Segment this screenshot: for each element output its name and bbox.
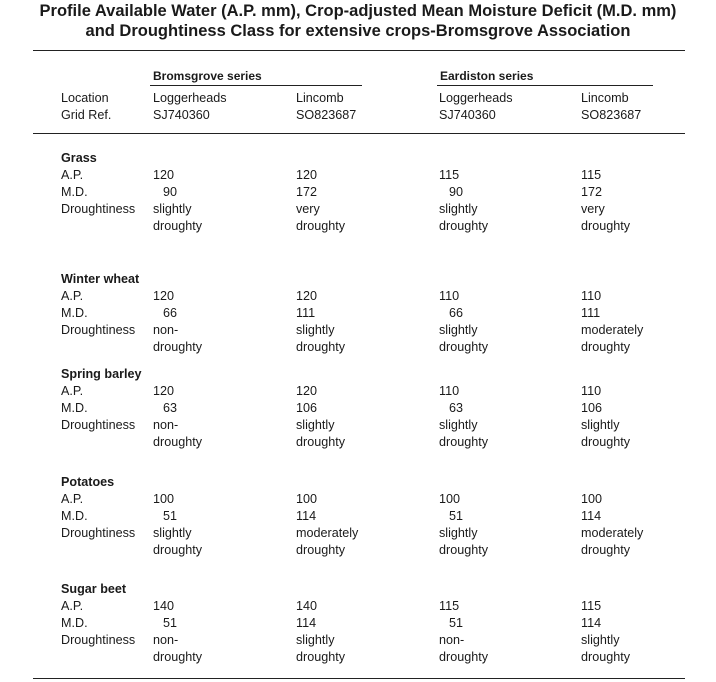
- ap-value: 115: [439, 168, 460, 182]
- droughtiness-label: Droughtiness: [61, 202, 136, 216]
- series-heading-bromsgrove: Bromsgrove series: [153, 69, 262, 83]
- md-value: 106: [296, 401, 318, 415]
- md-value: 114: [296, 616, 317, 630]
- droughtiness-value-line-2: droughty: [439, 650, 489, 664]
- droughtiness-value: slightly: [296, 323, 335, 337]
- droughtiness-value: non-: [153, 633, 179, 647]
- md-value: 114: [296, 509, 317, 523]
- ap-value: 110: [439, 384, 460, 398]
- ap-label: A.P.: [61, 599, 84, 613]
- droughtiness-value-line-2: droughty: [296, 340, 346, 354]
- droughtiness-value: moderately: [296, 526, 359, 540]
- droughtiness-value: non-: [153, 323, 179, 337]
- md-value: 172: [296, 185, 318, 199]
- header-rule: [33, 133, 685, 134]
- droughtiness-value: slightly: [296, 418, 335, 432]
- droughtiness-value: non-: [439, 633, 465, 647]
- droughtiness-value-line-2: droughty: [296, 219, 346, 233]
- bottom-rule: [33, 678, 685, 679]
- ap-label: A.P.: [61, 492, 84, 506]
- location-label: Location: [61, 91, 109, 105]
- ap-value: 110: [581, 384, 602, 398]
- title-line-1: Profile Available Water (A.P. mm), Crop-adjusted Mean Moisture Deficit (M.D. mm): [39, 2, 677, 20]
- md-value: 51: [449, 616, 464, 630]
- md-label: M.D.: [61, 616, 88, 630]
- ap-value: 100: [439, 492, 461, 506]
- gridref-label: Grid Ref.: [61, 108, 112, 122]
- location-col-4: Lincomb: [581, 91, 629, 105]
- md-value: 63: [163, 401, 178, 415]
- droughtiness-value-line-2: droughty: [439, 219, 489, 233]
- droughtiness-value: non-: [153, 418, 179, 432]
- table-title: [0, 1, 716, 41]
- md-value: 114: [581, 509, 602, 523]
- location-col-1: Loggerheads: [153, 91, 227, 105]
- md-value: 111: [581, 306, 601, 320]
- ap-value: 110: [581, 289, 602, 303]
- droughtiness-value: moderately: [581, 526, 644, 540]
- droughtiness-value-line-2: droughty: [296, 543, 346, 557]
- crop-heading: Potatoes: [61, 475, 115, 489]
- droughtiness-value-line-2: droughty: [296, 650, 346, 664]
- crop-heading: Grass: [61, 151, 97, 165]
- ap-value: 120: [296, 289, 318, 303]
- droughtiness-label: Droughtiness: [61, 526, 136, 540]
- droughtiness-value-line-2: droughty: [581, 340, 631, 354]
- md-value: 90: [449, 185, 464, 199]
- ap-value: 100: [153, 492, 175, 506]
- droughtiness-value-line-2: droughty: [581, 219, 631, 233]
- droughtiness-value-line-2: droughty: [581, 650, 631, 664]
- md-value: 51: [163, 616, 178, 630]
- title-line-2: and Droughtiness Class for extensive crops-Bromsgrove Association: [85, 22, 631, 40]
- ap-value: 120: [296, 168, 318, 182]
- droughtiness-value: slightly: [581, 418, 620, 432]
- ap-label: A.P.: [61, 289, 84, 303]
- ap-value: 120: [296, 384, 318, 398]
- droughtiness-label: Droughtiness: [61, 418, 136, 432]
- gridref-col-3: SJ740360: [439, 108, 496, 122]
- ap-value: 115: [581, 168, 602, 182]
- droughtiness-value: very: [296, 202, 320, 216]
- md-label: M.D.: [61, 306, 88, 320]
- droughtiness-value-line-2: droughty: [439, 543, 489, 557]
- droughtiness-value: slightly: [153, 526, 192, 540]
- ap-value: 100: [581, 492, 603, 506]
- series-underline-bromsgrove: [150, 85, 362, 86]
- droughtiness-value: slightly: [439, 202, 478, 216]
- location-col-3: Loggerheads: [439, 91, 513, 105]
- gridref-col-2: SO823687: [296, 108, 357, 122]
- top-rule: [33, 50, 685, 51]
- droughtiness-value-line-2: droughty: [153, 543, 203, 557]
- ap-value: 100: [296, 492, 318, 506]
- md-label: M.D.: [61, 509, 88, 523]
- droughtiness-value-line-2: droughty: [296, 435, 346, 449]
- md-value: 172: [581, 185, 603, 199]
- crop-heading: Spring barley: [61, 367, 142, 381]
- droughtiness-label: Droughtiness: [61, 323, 136, 337]
- gridref-col-4: SO823687: [581, 108, 642, 122]
- droughtiness-value-line-2: droughty: [439, 435, 489, 449]
- md-value: 63: [449, 401, 464, 415]
- ap-value: 110: [439, 289, 460, 303]
- droughtiness-value: slightly: [439, 418, 478, 432]
- series-underline-eardiston: [437, 85, 653, 86]
- droughtiness-value: slightly: [296, 633, 335, 647]
- droughtiness-value-line-2: droughty: [153, 435, 203, 449]
- ap-label: A.P.: [61, 384, 84, 398]
- crop-heading: Sugar beet: [61, 582, 127, 596]
- droughtiness-value-line-2: droughty: [153, 650, 203, 664]
- md-label: M.D.: [61, 401, 88, 415]
- droughtiness-value-line-2: droughty: [581, 435, 631, 449]
- md-value: 51: [449, 509, 464, 523]
- ap-value: 140: [296, 599, 318, 613]
- series-heading-eardiston: Eardiston series: [440, 69, 534, 83]
- droughtiness-label: Droughtiness: [61, 633, 136, 647]
- droughtiness-value: slightly: [581, 633, 620, 647]
- droughtiness-value: slightly: [153, 202, 192, 216]
- crop-heading: Winter wheat: [61, 272, 140, 286]
- ap-value: 115: [439, 599, 460, 613]
- location-col-2: Lincomb: [296, 91, 344, 105]
- ap-value: 115: [581, 599, 602, 613]
- ap-value: 140: [153, 599, 175, 613]
- ap-label: A.P.: [61, 168, 84, 182]
- droughtiness-value: slightly: [439, 323, 478, 337]
- gridref-col-1: SJ740360: [153, 108, 210, 122]
- droughtiness-value-line-2: droughty: [439, 340, 489, 354]
- droughtiness-value: moderately: [581, 323, 644, 337]
- droughtiness-value-line-2: droughty: [153, 219, 203, 233]
- md-value: 114: [581, 616, 602, 630]
- md-value: 66: [163, 306, 178, 320]
- md-value: 51: [163, 509, 178, 523]
- droughtiness-value-line-2: droughty: [153, 340, 203, 354]
- droughtiness-value-line-2: droughty: [581, 543, 631, 557]
- md-value: 106: [581, 401, 603, 415]
- ap-value: 120: [153, 289, 175, 303]
- md-value: 111: [296, 306, 316, 320]
- droughtiness-value: slightly: [439, 526, 478, 540]
- droughtiness-value: very: [581, 202, 605, 216]
- md-value: 66: [449, 306, 464, 320]
- md-label: M.D.: [61, 185, 88, 199]
- md-value: 90: [163, 185, 178, 199]
- ap-value: 120: [153, 384, 175, 398]
- ap-value: 120: [153, 168, 175, 182]
